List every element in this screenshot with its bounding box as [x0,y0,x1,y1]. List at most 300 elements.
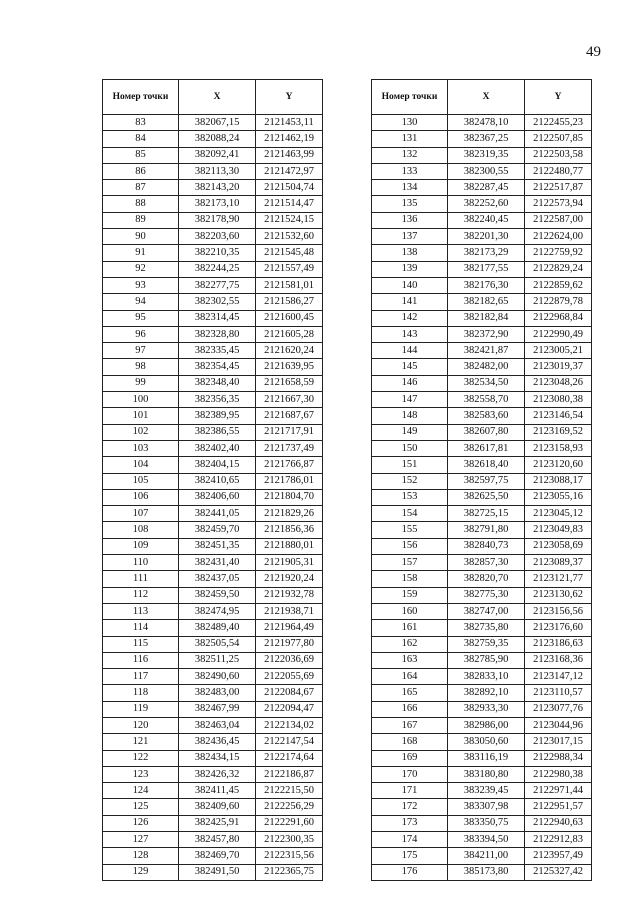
point-number-cell: 124 [103,783,179,799]
point-number-cell: 117 [103,669,179,685]
point-number-cell: 91 [103,245,179,261]
header-y: Y [525,80,592,115]
x-cell: 382933,30 [448,701,525,717]
x-cell: 382625,50 [448,489,525,505]
y-cell: 2122940,63 [525,815,592,831]
y-cell: 2122134,02 [256,717,323,733]
y-cell: 2122507,85 [525,131,592,147]
x-cell: 382431,40 [179,555,256,571]
point-number-cell: 170 [372,766,448,782]
x-cell: 382618,40 [448,457,525,473]
table-row [372,734,592,750]
table-row [372,701,592,717]
point-number-cell: 93 [103,277,179,293]
y-cell: 2121463,99 [256,147,323,163]
x-cell: 382210,35 [179,245,256,261]
point-number-cell: 113 [103,603,179,619]
x-cell: 382892,10 [448,685,525,701]
x-cell: 382597,75 [448,473,525,489]
header-point-number: Номер точки [103,80,179,115]
y-cell: 2121557,49 [256,261,323,277]
point-number-cell: 96 [103,326,179,342]
table-row [103,815,323,831]
y-cell: 2121964,49 [256,620,323,636]
y-cell: 2122300,35 [256,832,323,848]
y-cell: 2122988,34 [525,750,592,766]
header-point-number: Номер точки [372,80,448,115]
point-number-cell: 136 [372,212,448,228]
y-cell: 2121581,01 [256,277,323,293]
y-cell: 2121545,48 [256,245,323,261]
y-cell: 2123055,16 [525,489,592,505]
x-cell: 382735,80 [448,620,525,636]
point-number-cell: 99 [103,375,179,391]
table-row [372,815,592,831]
table-row [372,245,592,261]
y-cell: 2123169,52 [525,424,592,440]
x-cell: 382469,70 [179,848,256,864]
table-row [103,229,323,245]
y-cell: 2122503,58 [525,147,592,163]
x-cell: 382173,10 [179,196,256,212]
y-cell: 2121687,67 [256,408,323,424]
x-cell: 382067,15 [179,115,256,131]
x-cell: 382092,41 [179,147,256,163]
point-number-cell: 162 [372,636,448,652]
x-cell: 382490,60 [179,669,256,685]
y-cell: 2121586,27 [256,294,323,310]
table-row [372,163,592,179]
table-row [103,147,323,163]
point-number-cell: 101 [103,408,179,424]
y-cell: 2123017,15 [525,734,592,750]
x-cell: 382463,04 [179,717,256,733]
y-cell: 2121938,71 [256,603,323,619]
y-cell: 2123156,56 [525,603,592,619]
table-row [372,717,592,733]
y-cell: 2121829,26 [256,506,323,522]
x-cell: 382113,30 [179,163,256,179]
point-number-cell: 83 [103,115,179,131]
table-row [372,359,592,375]
point-number-cell: 114 [103,620,179,636]
table-row [372,326,592,342]
point-number-cell: 156 [372,538,448,554]
y-cell: 2121532,60 [256,229,323,245]
table-row [103,343,323,359]
table-row [372,685,592,701]
table-row [103,245,323,261]
table-row [103,717,323,733]
table-row [372,147,592,163]
y-cell: 2123058,69 [525,538,592,554]
point-number-cell: 132 [372,147,448,163]
table-row [103,473,323,489]
table-row [372,196,592,212]
table-row [103,196,323,212]
table-row [372,310,592,326]
y-cell: 2122624,00 [525,229,592,245]
y-cell: 2121524,15 [256,212,323,228]
point-number-cell: 142 [372,310,448,326]
x-cell: 382759,35 [448,636,525,652]
point-number-cell: 129 [103,864,179,880]
table-row [103,832,323,848]
table-row [103,652,323,668]
x-cell: 382459,50 [179,587,256,603]
y-cell: 2121514,47 [256,196,323,212]
point-number-cell: 110 [103,555,179,571]
point-number-cell: 153 [372,489,448,505]
point-number-cell: 109 [103,538,179,554]
y-cell: 2122971,44 [525,783,592,799]
point-number-cell: 163 [372,652,448,668]
y-cell: 2122759,92 [525,245,592,261]
table-row [103,522,323,538]
point-number-cell: 145 [372,359,448,375]
point-number-cell: 176 [372,864,448,880]
point-number-cell: 97 [103,343,179,359]
x-cell: 382474,95 [179,603,256,619]
point-number-cell: 167 [372,717,448,733]
x-cell: 382434,15 [179,750,256,766]
point-number-cell: 106 [103,489,179,505]
x-cell: 382747,00 [448,603,525,619]
x-cell: 382785,90 [448,652,525,668]
x-cell: 383307,98 [448,799,525,815]
point-number-cell: 155 [372,522,448,538]
x-cell: 382287,45 [448,180,525,196]
y-cell: 2122879,78 [525,294,592,310]
table-row [372,424,592,440]
table-row [372,180,592,196]
y-cell: 2121932,78 [256,587,323,603]
point-number-cell: 138 [372,245,448,261]
table-row [103,392,323,408]
y-cell: 2122573,94 [525,196,592,212]
page-number: 49 [586,44,601,60]
y-cell: 2121856,36 [256,522,323,538]
point-number-cell: 111 [103,571,179,587]
y-cell: 2122147,54 [256,734,323,750]
table-row [103,669,323,685]
point-number-cell: 98 [103,359,179,375]
x-cell: 382558,70 [448,392,525,408]
x-cell: 382617,81 [448,440,525,456]
y-cell: 2125327,42 [525,864,592,880]
y-cell: 2122859,62 [525,277,592,293]
x-cell: 382328,80 [179,326,256,342]
point-number-cell: 174 [372,832,448,848]
point-number-cell: 105 [103,473,179,489]
y-cell: 2123957,49 [525,848,592,864]
y-cell: 2123120,60 [525,457,592,473]
x-cell: 382857,30 [448,555,525,571]
x-cell: 382404,15 [179,457,256,473]
table-row [103,603,323,619]
table-row [103,326,323,342]
point-number-cell: 87 [103,180,179,196]
x-cell: 382426,32 [179,766,256,782]
y-cell: 2123044,96 [525,717,592,733]
table-row [103,294,323,310]
point-number-cell: 171 [372,783,448,799]
table-row [103,620,323,636]
x-cell: 382491,50 [179,864,256,880]
x-cell: 382203,60 [179,229,256,245]
point-number-cell: 139 [372,261,448,277]
table-row [372,587,592,603]
point-number-cell: 95 [103,310,179,326]
table-row [372,555,592,571]
table-row [372,766,592,782]
table-row [103,489,323,505]
x-cell: 382143,20 [179,180,256,196]
x-cell: 382791,80 [448,522,525,538]
x-cell: 382583,60 [448,408,525,424]
y-cell: 2121667,30 [256,392,323,408]
y-cell: 2123146,54 [525,408,592,424]
point-number-cell: 119 [103,701,179,717]
table-header-row [372,80,592,115]
y-cell: 2123048,26 [525,375,592,391]
point-number-cell: 116 [103,652,179,668]
y-cell: 2123088,17 [525,473,592,489]
y-cell: 2121620,24 [256,343,323,359]
table-row [103,261,323,277]
table-row [372,261,592,277]
table-row [372,538,592,554]
y-cell: 2122186,87 [256,766,323,782]
point-number-cell: 169 [372,750,448,766]
table-row [372,115,592,131]
point-number-cell: 165 [372,685,448,701]
y-cell: 2123110,57 [525,685,592,701]
x-cell: 382367,25 [448,131,525,147]
point-number-cell: 159 [372,587,448,603]
x-cell: 382441,05 [179,506,256,522]
point-number-cell: 121 [103,734,179,750]
x-cell: 382178,90 [179,212,256,228]
y-cell: 2123045,12 [525,506,592,522]
table-row [103,587,323,603]
point-number-cell: 173 [372,815,448,831]
table-row [372,522,592,538]
table-row [372,620,592,636]
y-cell: 2121453,11 [256,115,323,131]
point-number-cell: 175 [372,848,448,864]
table-row [103,506,323,522]
point-number-cell: 104 [103,457,179,473]
x-cell: 383180,80 [448,766,525,782]
table-header-row [103,80,323,115]
point-number-cell: 160 [372,603,448,619]
x-cell: 382775,30 [448,587,525,603]
table-row [372,750,592,766]
table-row [103,734,323,750]
table-row [372,489,592,505]
point-number-cell: 120 [103,717,179,733]
table-row [103,375,323,391]
y-cell: 2122587,00 [525,212,592,228]
y-cell: 2121786,01 [256,473,323,489]
x-cell: 383050,60 [448,734,525,750]
table-row [103,359,323,375]
y-cell: 2121766,87 [256,457,323,473]
y-cell: 2122215,50 [256,783,323,799]
table-row [103,538,323,554]
x-cell: 382389,95 [179,408,256,424]
x-cell: 382457,80 [179,832,256,848]
x-cell: 382300,55 [448,163,525,179]
y-cell: 2123168,36 [525,652,592,668]
table-row [372,375,592,391]
point-number-cell: 146 [372,375,448,391]
table-row [103,799,323,815]
y-cell: 2122480,77 [525,163,592,179]
point-number-cell: 123 [103,766,179,782]
table-row [372,848,592,864]
x-cell: 382459,70 [179,522,256,538]
y-cell: 2121600,45 [256,310,323,326]
y-cell: 2122256,29 [256,799,323,815]
y-cell: 2121804,70 [256,489,323,505]
y-cell: 2123077,76 [525,701,592,717]
table-row [103,424,323,440]
point-number-cell: 144 [372,343,448,359]
point-number-cell: 143 [372,326,448,342]
table-row [372,652,592,668]
point-number-cell: 100 [103,392,179,408]
y-cell: 2123080,38 [525,392,592,408]
x-cell: 382607,80 [448,424,525,440]
y-cell: 2123130,62 [525,587,592,603]
y-cell: 2122980,38 [525,766,592,782]
table-row [103,555,323,571]
y-cell: 2122084,67 [256,685,323,701]
table-row [103,212,323,228]
x-cell: 382201,30 [448,229,525,245]
y-cell: 2122912,83 [525,832,592,848]
x-cell: 383394,50 [448,832,525,848]
point-number-cell: 118 [103,685,179,701]
y-cell: 2121920,24 [256,571,323,587]
x-cell: 382409,60 [179,799,256,815]
y-cell: 2122517,87 [525,180,592,196]
y-cell: 2122036,69 [256,652,323,668]
point-number-cell: 141 [372,294,448,310]
x-cell: 382425,91 [179,815,256,831]
point-number-cell: 127 [103,832,179,848]
point-number-cell: 164 [372,669,448,685]
x-cell: 382182,84 [448,310,525,326]
table-row [103,457,323,473]
y-cell: 2122365,75 [256,864,323,880]
x-cell: 382386,55 [179,424,256,440]
x-cell: 382478,10 [448,115,525,131]
point-number-cell: 147 [372,392,448,408]
point-number-cell: 108 [103,522,179,538]
table-row [372,392,592,408]
point-number-cell: 152 [372,473,448,489]
x-cell: 382240,45 [448,212,525,228]
x-cell: 383239,45 [448,783,525,799]
x-cell: 382088,24 [179,131,256,147]
x-cell: 382986,00 [448,717,525,733]
table-row [372,603,592,619]
point-number-cell: 103 [103,440,179,456]
table-row [372,832,592,848]
point-number-cell: 115 [103,636,179,652]
point-number-cell: 134 [372,180,448,196]
table-row [372,669,592,685]
table-row [372,864,592,880]
y-cell: 2121977,80 [256,636,323,652]
point-number-cell: 85 [103,147,179,163]
point-number-cell: 89 [103,212,179,228]
x-cell: 382833,10 [448,669,525,685]
y-cell: 2122291,60 [256,815,323,831]
x-cell: 384211,00 [448,848,525,864]
x-cell: 382406,60 [179,489,256,505]
x-cell: 382467,99 [179,701,256,717]
y-cell: 2122829,24 [525,261,592,277]
table-row [372,571,592,587]
point-number-cell: 135 [372,196,448,212]
table-row [103,131,323,147]
point-number-cell: 137 [372,229,448,245]
table-row [103,115,323,131]
x-cell: 382319,35 [448,147,525,163]
point-number-cell: 148 [372,408,448,424]
y-cell: 2121717,91 [256,424,323,440]
table-row [372,440,592,456]
table-row [103,750,323,766]
y-cell: 2122055,69 [256,669,323,685]
point-number-cell: 107 [103,506,179,522]
x-cell: 382252,60 [448,196,525,212]
point-number-cell: 161 [372,620,448,636]
y-cell: 2121605,28 [256,326,323,342]
y-cell: 2121504,74 [256,180,323,196]
point-number-cell: 157 [372,555,448,571]
x-cell: 382410,65 [179,473,256,489]
x-cell: 382372,90 [448,326,525,342]
point-number-cell: 126 [103,815,179,831]
table-row [103,571,323,587]
x-cell: 382840,73 [448,538,525,554]
table-row [372,636,592,652]
x-cell: 382177,55 [448,261,525,277]
y-cell: 2122455,23 [525,115,592,131]
x-cell: 382505,54 [179,636,256,652]
y-cell: 2121737,49 [256,440,323,456]
point-number-cell: 154 [372,506,448,522]
point-number-cell: 133 [372,163,448,179]
x-cell: 382348,40 [179,375,256,391]
y-cell: 2122968,84 [525,310,592,326]
x-cell: 382335,45 [179,343,256,359]
x-cell: 382173,29 [448,245,525,261]
table-row [103,685,323,701]
point-number-cell: 92 [103,261,179,277]
point-number-cell: 122 [103,750,179,766]
point-number-cell: 149 [372,424,448,440]
point-number-cell: 168 [372,734,448,750]
y-cell: 2122094,47 [256,701,323,717]
point-number-cell: 172 [372,799,448,815]
point-number-cell: 158 [372,571,448,587]
